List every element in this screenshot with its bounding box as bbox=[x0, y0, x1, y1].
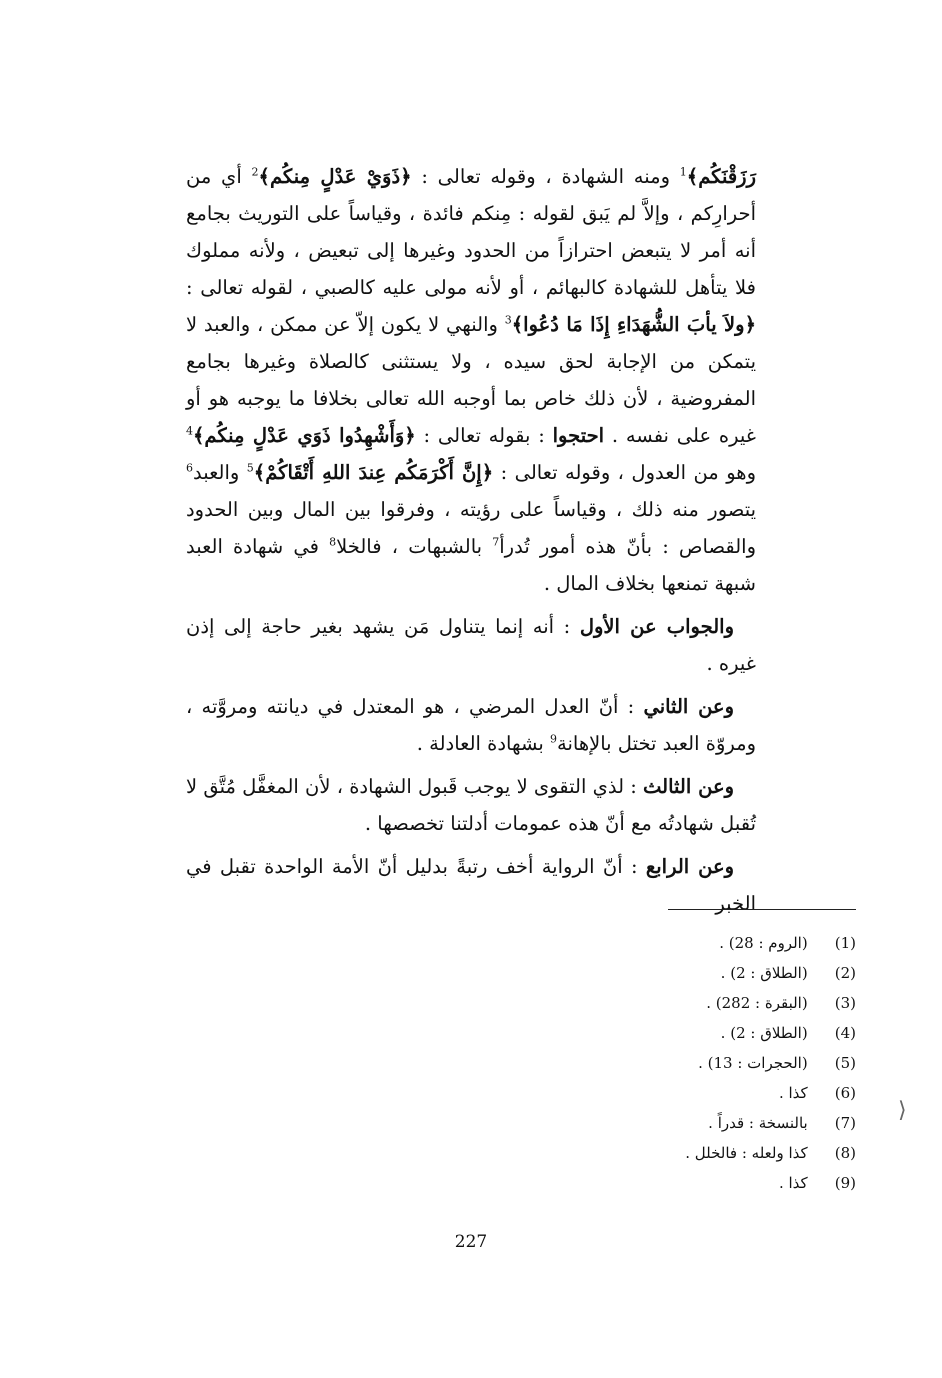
emphasized-text: ﴿إِنَّ أَكْرَمَكُم عِندَ اللهِ أَتْقَاكُمْ﴾ bbox=[253, 461, 494, 484]
footnote-number: (6) bbox=[834, 1084, 856, 1102]
text-run: ومنه الشهادة ، وقوله تعالى : bbox=[411, 165, 680, 188]
text-run: : بقوله تعالى : bbox=[415, 424, 553, 447]
footnote-marker: 7 bbox=[492, 535, 500, 549]
text-run: أي من أحرارِكم ، وإلاَّ لم يَبق لقوله : مِنكم فائدة ، وقياساً على التوريث بجامع أنه أمر لا يتبعض احترازاً من الحدود وغيرها إلى تبعيض ، ولأنه مملوك فلا يتأهل للشهادة كالبهائم ، أو لأنه مولى عليه كالصبي ، لقوله تعالى : bbox=[186, 165, 756, 299]
footnote bbox=[480, 1168, 856, 1198]
text-run: : أنّ العدل المرضي ، هو المعتدل في ديانته ومروَّته ، ومروّة العبد تختل بالإهانة bbox=[186, 695, 756, 755]
main-text bbox=[186, 158, 756, 928]
emphasized-text: ﴿وَأَشْهِدُوا ذَوَي عَدْلٍ مِنكُم﴾ bbox=[193, 424, 416, 447]
footnote-text: كذا . bbox=[778, 1174, 808, 1192]
footnote-marker: 4 bbox=[186, 424, 193, 438]
footnote bbox=[480, 1078, 856, 1108]
footnote-number: (9) bbox=[834, 1174, 856, 1192]
footnote-text: (الروم : 28) . bbox=[719, 934, 808, 952]
footnote-number: (1) bbox=[834, 934, 856, 952]
footnote-number: (2) bbox=[834, 964, 856, 982]
emphasized-text: وعن الرابع bbox=[645, 855, 734, 878]
footnote bbox=[480, 1048, 856, 1078]
emphasized-text: ﴿ذَوَيْ عَدْلٍ مِنكُم﴾ bbox=[258, 165, 412, 188]
paragraph bbox=[186, 768, 756, 842]
footnote-marker: 2 bbox=[251, 165, 259, 179]
footnote-text: (الطلاق : 2) . bbox=[720, 964, 808, 982]
footnote-text: (الحجرات : 13) . bbox=[698, 1054, 808, 1072]
footnote-number: (3) bbox=[834, 994, 856, 1012]
footnote bbox=[480, 958, 856, 988]
footnote-text: بالنسخة : قدراً . bbox=[708, 1114, 808, 1132]
footnote-marker: 5 bbox=[246, 461, 254, 475]
footnote-number: (5) bbox=[834, 1054, 856, 1072]
footnote-text: (الطلاق : 2) . bbox=[720, 1024, 808, 1042]
footnote-text: كذا . bbox=[778, 1084, 808, 1102]
paragraph bbox=[186, 848, 756, 922]
emphasized-text: والجواب عن الأول bbox=[579, 615, 734, 638]
footnote bbox=[480, 988, 856, 1018]
footnotes bbox=[480, 928, 856, 1198]
footnote-marker: 6 bbox=[186, 461, 193, 475]
text-run: وهو من العدول ، وقوله تعالى : bbox=[493, 461, 756, 484]
margin-bracket-mark: ⟩ bbox=[898, 1098, 907, 1123]
footnote-divider bbox=[668, 909, 856, 910]
text-run: في شهادة العبد شبهة تمنعها بخلاف المال . bbox=[186, 535, 756, 595]
footnote-marker: 1 bbox=[679, 165, 687, 179]
footnote-number: (8) bbox=[834, 1144, 856, 1162]
paragraph bbox=[186, 158, 756, 602]
text-run: : لذي التقوى لا يوجب قَبول الشهادة ، لأن المغفَّل مُتَّق لا تُقبل شهادتُه مع أنّ هذه عمومات أدلتنا تخصصها . bbox=[186, 775, 756, 835]
text-run: بشهادة العادلة . bbox=[416, 732, 550, 755]
text-run: والعبد bbox=[193, 461, 247, 484]
paragraph bbox=[186, 688, 756, 762]
footnote-text: (البقرة : 282) . bbox=[706, 994, 808, 1012]
footnote bbox=[480, 1018, 856, 1048]
footnote bbox=[480, 1108, 856, 1138]
emphasized-text: ﴿ولاَ يأبَ الشُّهَدَاءِ إِذَا مَا دُعُوا﴾ bbox=[511, 313, 756, 336]
footnote-number: (7) bbox=[834, 1114, 856, 1132]
footnote bbox=[480, 928, 856, 958]
emphasized-text: وعن الثالث bbox=[643, 775, 734, 798]
footnote-marker: 3 bbox=[504, 313, 512, 327]
text-run: بالشبهات ، فالخلا bbox=[336, 535, 493, 558]
footnote-marker: 9 bbox=[550, 732, 557, 746]
emphasized-text: احتجوا bbox=[552, 424, 605, 447]
footnote-marker: 8 bbox=[329, 535, 337, 549]
footnote bbox=[480, 1138, 856, 1168]
text-run: يتصور منه ذلك ، وقياساً على رؤيته ، وفرقوا بين المال وبين الحدود والقصاص : بأنّ هذه أمور تُدرأ bbox=[186, 498, 756, 558]
text-run: : أنه إنما يتناول مَن يشهد بغير حاجة إلى إذن غيره . bbox=[186, 615, 756, 675]
page-number: 227 bbox=[454, 1232, 488, 1252]
footnote-number: (4) bbox=[834, 1024, 856, 1042]
text-run: : أنّ الرواية أخف رتبةً بدليل أنّ الأمة الواحدة تقبل في الخبر bbox=[186, 855, 756, 915]
emphasized-text: رَزَقْنَكُم﴾ bbox=[686, 165, 756, 188]
paragraph bbox=[186, 608, 756, 682]
footnote-text: كذا ولعله : فالخلل . bbox=[685, 1144, 808, 1162]
text-run: والنهي لا يكون إلاّ عن ممكن ، والعبد لا يتمكن من الإجابة لحق سيده ، ولا يستثنى كالصلاة وغيرها بجامع المفروضية ، لأن ذلك خاص بما أوجبه الله تعالى بخلافا ما يوجبه هو أو غيره على نفسه . bbox=[186, 313, 756, 447]
emphasized-text: وعن الثاني bbox=[643, 695, 734, 718]
